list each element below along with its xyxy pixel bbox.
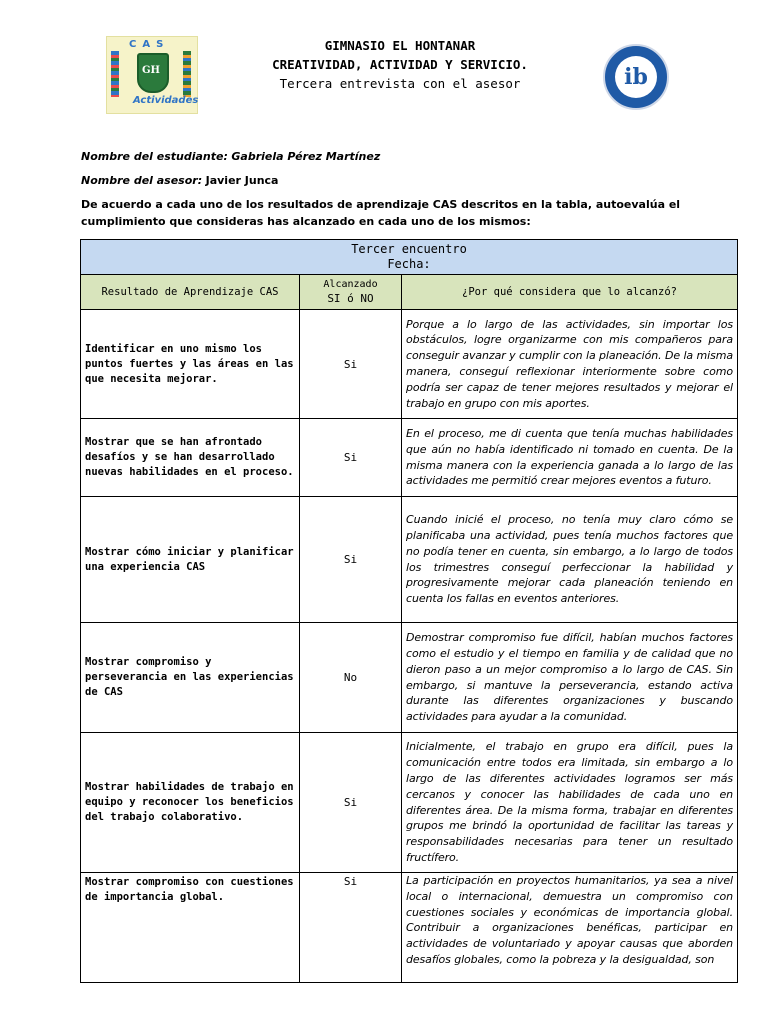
achieved-cell: Si xyxy=(300,873,402,983)
table-header-row xyxy=(81,275,738,310)
student-label: Nombre del estudiante: xyxy=(81,150,228,163)
cas-outcomes-table xyxy=(80,239,738,983)
achieved-cell: Si xyxy=(300,497,402,623)
table-row xyxy=(81,310,738,419)
document-header xyxy=(200,36,600,93)
shield-text: GH xyxy=(142,65,160,76)
student-field xyxy=(81,150,380,163)
achieved-cell: No xyxy=(300,623,402,733)
achieved-cell: Si xyxy=(300,733,402,873)
table-row xyxy=(81,419,738,497)
instructions-text: De acuerdo a cada uno de los resultados de aprendizaje CAS descritos en la tabla, autoevalúa el cumplimiento que consideras has alcanzado en cada uno de los mismos: xyxy=(81,198,681,228)
program-name: CREATIVIDAD, ACTIVIDAD Y SERVICIO. xyxy=(272,57,528,72)
outcome-cell: Mostrar compromiso con cuestiones de importancia global. xyxy=(81,873,300,983)
ib-world-school-logo xyxy=(603,44,669,110)
achieved-cell: Si xyxy=(300,310,402,419)
reason-cell: Inicialmente, el trabajo en grupo era difícil, pues la comunicación entre todos era limitada, sin embargo a lo largo de las diferentes actividades logramos ser más cercanos y conocer las habilidades de cada uno en diferentes área. De la misma forma, trabajar en diferentes grupos me brindó la oportunidad de facilitar las tareas y responsabilidades necesarias para tener un resultado fructífero. xyxy=(402,733,738,873)
outcome-cell: Mostrar que se han afrontado desafíos y se han desarrollado nuevas habilidades en el proceso. xyxy=(81,419,300,497)
outcome-cell: Identificar en uno mismo los puntos fuertes y las áreas en las que necesita mejorar. xyxy=(81,310,300,419)
student-name: Gabriela Pérez Martínez xyxy=(231,150,381,163)
outcome-cell: Mostrar cómo iniciar y planificar una experiencia CAS xyxy=(81,497,300,623)
shield-icon xyxy=(137,53,169,93)
logo-actividades-text: Actividades xyxy=(133,95,199,106)
header-achieved xyxy=(300,275,402,310)
advisor-label: Nombre del asesor: xyxy=(81,174,203,187)
logo-cas-text: CAS xyxy=(129,39,170,50)
achieved-cell: Si xyxy=(300,419,402,497)
header-reason: ¿Por qué considera que lo alcanzó? xyxy=(402,275,738,310)
meeting-title: Tercer encuentro xyxy=(351,242,467,256)
reason-cell: Porque a lo largo de las actividades, sin importar los obstáculos, logre organizarme con mis compañeros para conseguir avanzar y cumplir con la planeación. De la misma manera, conseguí reflexionar interiormente sobre como podría ser capaz de tener mejores resultados y mejorar el trabajo en grupo con mis aportes. xyxy=(402,310,738,419)
advisor-name: Javier Junca xyxy=(205,174,279,187)
reason-cell: Demostrar compromiso fue difícil, habían muchos factores como el estudio y el tiempo en familia y de calidad que no dieron paso a un mejor compromiso a lo largo de CAS. Sin embargo, si mantuve la perseverancia, estando activa durante las diferentes organizaciones y buscando actividades para ayudar a la comunidad. xyxy=(402,623,738,733)
table-title-cell xyxy=(81,240,738,275)
logo-left-strip xyxy=(111,51,119,97)
outcome-cell: Mostrar habilidades de trabajo en equipo y reconocer los beneficios del trabajo colaborativo. xyxy=(81,733,300,873)
table-row xyxy=(81,623,738,733)
cas-actividades-logo xyxy=(106,36,198,114)
table-row xyxy=(81,873,738,983)
reason-cell: Cuando inicié el proceso, no tenía muy claro cómo se planificaba una actividad, pues tenía muchos factores que no podía tener en cuenta, sin embargo, a lo largo de todos los trimestres conseguí perfeccionar la habilidad y progresivamente mejorar cada planeación teniendo en cuenta los fallas en eventos anteriores. xyxy=(402,497,738,623)
table-row xyxy=(81,733,738,873)
table-title-row xyxy=(81,240,738,275)
ib-logo-inner xyxy=(615,56,657,98)
date-label: Fecha: xyxy=(387,257,431,271)
header-outcome: Resultado de Aprendizaje CAS xyxy=(81,275,300,310)
reason-cell: En el proceso, me di cuenta que tenía muchas habilidades que aún no había identificado ni tomado en cuenta. De la misma manera con la experiencia ganada a lo largo de las actividades me permitió crear mejores eventos a futuro. xyxy=(402,419,738,497)
header-achieved-label: Alcanzado xyxy=(323,279,378,290)
advisor-field xyxy=(81,174,278,187)
reason-cell: La participación en proyectos humanitarios, ya sea a nivel local o internacional, demuestra un compromiso con cuestiones sociales y económicas de importancia global. Contribuir a organizaciones benéficas, participar en actividades de voluntariado y apoyar causas que aborden desafíos globales, como la pobreza y la desigualdad, son xyxy=(402,873,738,983)
school-name: GIMNASIO EL HONTANAR xyxy=(324,38,476,53)
ib-logo-text: ib xyxy=(624,64,648,90)
outcome-cell: Mostrar compromiso y perseverancia en las experiencias de CAS xyxy=(81,623,300,733)
document-subtitle: Tercera entrevista con el asesor xyxy=(279,76,521,91)
header-achieved-options: SI ó NO xyxy=(327,292,374,305)
table-row xyxy=(81,497,738,623)
logo-right-strip xyxy=(183,51,191,97)
